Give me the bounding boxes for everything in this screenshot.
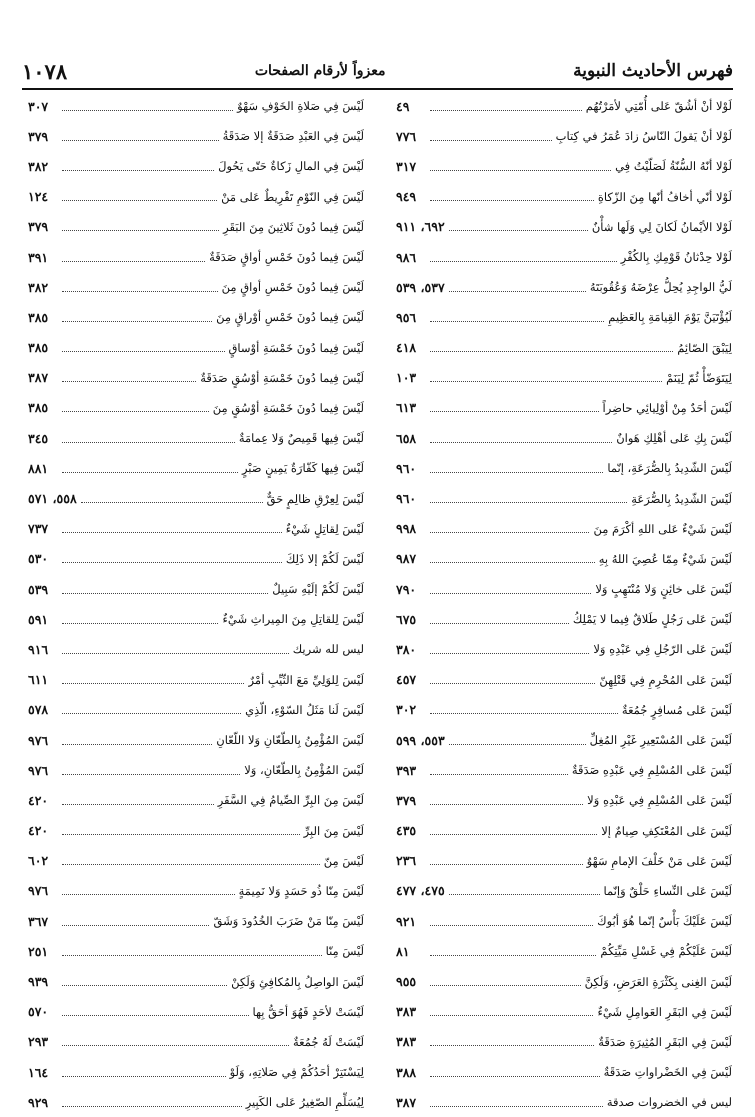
index-entry (28, 182, 364, 212)
hadith-text: لَيْسَ بِكِ عَلى أهْلِكِ هَوانٌ (616, 431, 732, 446)
dot-leader (430, 532, 589, 533)
page-reference: ٤٧٥، ٤٧٧ (396, 883, 445, 899)
index-entry (396, 121, 732, 151)
dot-leader (62, 442, 235, 443)
page-reference: ٣٨٥ (28, 309, 49, 325)
index-entry (396, 212, 732, 242)
page-reference: ٣٨٥ (28, 400, 49, 416)
hadith-text: لَيْسَ مِنَ البِرِّ الصِّيامُ فِي السَّفَرِ (217, 793, 364, 808)
hadith-text: لَيْسَ فِيها قَمِيصٌ وَلا عِمامَةٌ (238, 431, 364, 446)
page-reference: ٨٨١ (28, 460, 49, 476)
dot-leader (62, 230, 219, 231)
hadith-text: لَيْسَ عَلى المُسْلِمِ فِي عَبْدِهِ وَلا (587, 793, 732, 808)
dot-leader (62, 925, 209, 926)
dot-leader (62, 381, 196, 382)
index-entry (28, 1027, 364, 1057)
hadith-text: لَيْسَ مِنَ البِرِّ (303, 823, 364, 838)
index-entry (28, 272, 364, 302)
dot-leader (62, 1106, 242, 1107)
index-entry (396, 876, 732, 906)
page-reference: ٥٥٣، ٥٩٩ (396, 732, 445, 748)
dot-leader (430, 925, 593, 926)
dot-leader (449, 894, 600, 895)
dot-leader (62, 291, 218, 292)
hadith-text: لَيْسَ الغِنى بِكَثْرَةِ العَرَضِ، وَلَكِنَّ (584, 974, 732, 989)
dot-leader (430, 985, 581, 986)
dot-leader (62, 894, 235, 895)
hadith-text: لَيْسَ لَكُمْ إلا ذَلِكَ (285, 551, 364, 566)
page-reference: ٧٩٠ (396, 581, 417, 597)
page-reference: ٥٧٠ (28, 1004, 49, 1020)
index-entry (396, 846, 732, 876)
dot-leader (62, 864, 320, 865)
page-reference: ٩٣٩ (28, 974, 49, 990)
index-entry (396, 966, 732, 996)
index-entry (28, 483, 364, 513)
index-entry (396, 272, 732, 302)
page-reference: ٣٩١ (28, 249, 49, 265)
index-entry (396, 423, 732, 453)
dot-leader (430, 623, 569, 624)
hadith-text: لَيْسَ عَلى المُسْتَعِيرِ غَيْرِ المُغِلِّ (589, 733, 732, 748)
dot-leader (430, 683, 595, 684)
dot-leader (430, 472, 603, 473)
dot-leader (430, 351, 673, 352)
hadith-text: لَيْسَ عَلى المُعْتَكِفِ صِيامٌ إلا (601, 823, 732, 838)
index-entry (396, 514, 732, 544)
dot-leader (62, 411, 209, 412)
page-reference: ٩٦٠ (396, 460, 417, 476)
index-entry (28, 604, 364, 634)
dot-leader (62, 170, 214, 171)
index-entry (28, 997, 364, 1027)
index-entry (396, 997, 732, 1027)
hadith-text: لَيْسَ فِيما دُونَ خَمْسَةِ أوْسُقٍ صَدَقَةٌ (200, 370, 364, 385)
hadith-text: لَوْلا أنْ أشُقّ عَلى أُمّتِي لأمَرْتُهُم (585, 99, 732, 114)
hadith-text: لَيْسَ لِلقاتِلِ مِنَ المِيراثِ شَيْءٌ (222, 612, 364, 627)
hadith-text: لَيْسَ الواصِلُ بِالمُكافِئِ وَلَكِنْ (231, 974, 364, 989)
index-entry (28, 634, 364, 664)
hadith-text: ليس في الخضروات صدقة (606, 1095, 732, 1110)
dot-leader (430, 261, 617, 262)
hadith-text: لَيْسَ شَيْءٌ عَلى اللهِ أكْرَمَ مِنَ (593, 521, 732, 536)
dot-leader (62, 774, 240, 775)
hadith-text: لَيْسَ فِي البَقَرِ العَوامِلِ شَيْءٌ (597, 1004, 732, 1019)
index-entry (396, 755, 732, 785)
dot-leader (430, 955, 596, 956)
hadith-text: لِيَتَوَضّأْ ثُمّ لِيَنَمْ (666, 370, 732, 385)
index-entry (396, 393, 732, 423)
page-reference: ٩٤٩ (396, 189, 417, 205)
hadith-text: لَيْسَ مِنّا مَنْ ضَرَبَ الخُدُودَ وَشَقّ (213, 914, 364, 929)
dot-leader (62, 351, 225, 352)
hadith-text: لَيْسَ أحَدٌ مِنْ أوْلِيائِي حاضِراً (602, 400, 732, 415)
page-reference: ٤٢٠ (28, 823, 49, 839)
hadith-text: لَيْسَ شَيْءٌ مِمّا عُصِيَ اللهُ بِهِ (598, 551, 732, 566)
page-reference: ٣٩٣ (396, 762, 417, 778)
page-reference: ٩٢٩ (28, 1094, 49, 1110)
dot-leader (430, 1015, 593, 1016)
hadith-text: لَيْسَتْ لَهُ جُمُعَةٌ (293, 1034, 364, 1049)
hadith-text: لَيْسَ المُؤْمِنُ بِالطّعّانِ، وَلا (244, 763, 364, 778)
hadith-text: لَيْسَ عَلَيْكَ بَأْسٌ إنّما هُوَ أبُوكَ (597, 914, 732, 929)
page-reference: ٩٥٥ (396, 974, 417, 990)
dot-leader (62, 140, 219, 141)
index-entry (396, 936, 732, 966)
hadith-text: لَيُّ الواجِدِ يُحِلُّ عِرْضَهُ وَعُقُوبَتَهُ (589, 280, 732, 295)
page-reference: ٣٨٧ (396, 1094, 417, 1110)
dot-leader (449, 230, 588, 231)
index-entry (396, 816, 732, 846)
page-reference: ٢٩٣ (28, 1034, 49, 1050)
index-entry (396, 1087, 732, 1117)
dot-leader (62, 834, 300, 835)
page-header (22, 56, 733, 86)
dot-leader (62, 744, 212, 745)
hadith-text: لَيْسَتْ لأحَدٍ فَهُوَ أحَقُّ بِها (252, 1004, 364, 1019)
hadith-text: لَيْسَ فِي الخَضْراواتِ صَدَقَةٌ (603, 1065, 732, 1080)
hadith-text: لَيْسَ الشّدِيدُ بِالصُّرَعَةِ، إنّما (607, 461, 732, 476)
page-reference: ٣٧٩ (396, 792, 417, 808)
hadith-text: لَيْسَ عَلَيْكُمْ فِي غَسْلِ مَيِّتِكُمْ (600, 944, 732, 959)
page-reference: ٤٥٧ (396, 672, 417, 688)
page-reference: ٦١٣ (396, 400, 417, 416)
dot-leader (430, 502, 627, 503)
dot-leader (62, 110, 233, 111)
hadith-text: لَيْسَ فِي المالِ زَكاةٌ حَتّى يَحُولَ (218, 159, 364, 174)
dot-leader (62, 200, 217, 201)
page-reference: ٦٩٢، ٩١١ (396, 219, 445, 235)
hadith-text: لَيْسَ عَلى الرّجُلِ فِي عَبْدِهِ وَلا (593, 642, 732, 657)
dot-leader (430, 804, 583, 805)
hadith-text: لَيْسَ المُؤْمِنُ بِالطّعّانِ وَلا اللّعّانِ (216, 733, 364, 748)
hadith-text: لَيْسَ فِيما دُونَ ثَلاثِينَ مِنَ البَقَرِ (223, 219, 364, 234)
dot-leader (430, 381, 662, 382)
index-entry (28, 846, 364, 876)
hadith-text: لَيْسَ مِنّا (325, 944, 364, 959)
hadith-text: لَيْسَ عَلى مُسافِرٍ جُمُعَةٌ (621, 702, 732, 717)
dot-leader (430, 593, 591, 594)
index-entry (396, 665, 732, 695)
dot-leader (62, 321, 212, 322)
dot-leader (430, 1106, 603, 1107)
page-reference: ٢٥١ (28, 943, 49, 959)
hadith-text: لَيْسَ فِيها كَفّارَةٌ يَمِينٍ صَبْرٍ (241, 461, 364, 476)
index-entry (396, 363, 732, 393)
index-entry (28, 695, 364, 725)
dot-leader (430, 562, 595, 563)
index-entry (28, 151, 364, 181)
index-entry (396, 182, 732, 212)
page-reference: ٦١١ (28, 672, 49, 688)
page-reference: ٩٥٦ (396, 309, 417, 325)
dot-leader (81, 502, 263, 503)
index-entry (28, 906, 364, 936)
index-entry (28, 816, 364, 846)
page-reference: ٧٣٧ (28, 521, 49, 537)
dot-leader (430, 1076, 600, 1077)
hadith-text: لَيْسَ فِيما دُونَ خَمْسَةِ أوْسُقٍ مِنَ (212, 400, 364, 415)
dot-leader (430, 170, 611, 171)
hadith-text: ليس لله شريك (292, 642, 364, 657)
page-reference: ٣٨٢ (28, 279, 49, 295)
dot-leader (430, 774, 568, 775)
index-column-left (28, 91, 364, 1117)
hadith-text: لِيَسْتَتِرْ أحَدُكُمْ فِي صَلاتِهِ، وَلَوْ (229, 1065, 364, 1080)
page-reference: ٣٨٢ (28, 158, 49, 174)
index-entry (28, 574, 364, 604)
index-entry (28, 966, 364, 996)
index-entry (396, 242, 732, 272)
page-reference: ٤٩ (396, 98, 410, 114)
page-reference: ٣٤٥ (28, 430, 49, 446)
page-reference: ٩٢١ (396, 913, 417, 929)
hadith-text: لَيْسَ فِيما دُونَ خَمْسَةِ أوْساقٍ (228, 340, 364, 355)
hadith-text: لِيَبْقَ الصّائِمُ (677, 340, 732, 355)
page-reference: ٩٩٨ (396, 521, 417, 537)
index-entry (396, 91, 732, 121)
dot-leader (430, 834, 597, 835)
index-entry (28, 665, 364, 695)
page-reference: ٣٠٢ (396, 702, 417, 718)
dot-leader (62, 1015, 249, 1016)
page-reference: ٩٦٠ (396, 491, 417, 507)
dot-leader (430, 653, 589, 654)
index-entry (396, 634, 732, 664)
page-reference: ٦٧٥ (396, 611, 417, 627)
page-reference: ٢٣٦ (396, 853, 417, 869)
index-entry (396, 785, 732, 815)
dot-leader (62, 683, 244, 684)
page-reference: ٥٣٧، ٥٣٩ (396, 279, 445, 295)
hadith-text: لَيْسَ لَنا مَثَلُ السّوْءِ، الّذِي (245, 702, 364, 717)
dot-leader (430, 713, 618, 714)
dot-leader (62, 472, 238, 473)
dot-leader (430, 1045, 594, 1046)
page-reference: ٩٧٦ (28, 883, 49, 899)
dot-leader (449, 744, 586, 745)
page-number: ١٠٧٨ (22, 58, 68, 84)
hadith-text: لَيْسَ عَلى النِّساءِ حَلْقٌ وَإنّما (603, 883, 732, 898)
hadith-text: لَيْسَ مِنّ (323, 853, 364, 868)
page-reference: ٦٥٨ (396, 430, 417, 446)
page-reference: ١٢٤ (28, 189, 49, 205)
index-entry (28, 333, 364, 363)
dot-leader (430, 200, 594, 201)
hadith-text: لَيْسَ مِنّا ذُو حَسَدٍ وَلا نَمِيمَةٍ (238, 883, 364, 898)
hadith-text: لَيْسَ فِي العَبْدِ صَدَقَةٌ إلا صَدَقَةُ (222, 129, 364, 144)
dot-leader (62, 985, 227, 986)
page-reference: ٥٣٩ (28, 581, 49, 597)
page-reference: ٩٨٦ (396, 249, 417, 265)
page-reference: ١٦٤ (28, 1064, 49, 1080)
page-reference: ٣١٧ (396, 158, 417, 174)
hadith-text: لَيْسَ عَلى المُحْرِمِ فِي قَتْلِهِنّ (599, 672, 732, 687)
hadith-text: لَوْلا أنْ يَقولَ النّاسُ زادَ عُمَرُ في كِتابِ (555, 129, 732, 144)
dot-leader (430, 140, 552, 141)
hadith-text: لَيْسَ فِيما دُونَ خَمْسِ أوْراقٍ مِنَ (216, 310, 364, 325)
index-entry (396, 151, 732, 181)
page-reference: ٩١٦ (28, 641, 49, 657)
page-reference: ٨١ (396, 943, 410, 959)
dot-leader (62, 804, 214, 805)
page-reference: ٣٨٥ (28, 340, 49, 356)
page-reference: ٩٨٧ (396, 551, 417, 567)
index-entry (396, 302, 732, 332)
index-entry (396, 1057, 732, 1087)
page-reference: ٣٨٠ (396, 641, 417, 657)
hadith-text: لِيُسَلِّمِ الصّغِيرُ عَلى الكَبِيرِ (245, 1095, 364, 1110)
page-reference: ٣٨٧ (28, 370, 49, 386)
hadith-text: لَيْسَ لَكُمْ إلَيْهِ سَبِيلٌ (272, 582, 364, 597)
page-reference: ٩٧٦ (28, 762, 49, 778)
header-rule (22, 88, 733, 90)
page-reference: ٥٧٨ (28, 702, 49, 718)
index-entry (28, 785, 364, 815)
index-entry (28, 91, 364, 121)
index-entry (28, 121, 364, 151)
page-reference: ٤١٨ (396, 340, 417, 356)
hadith-text: لَيْسَ الشّدِيدُ بِالصُّرَعَةِ (631, 491, 732, 506)
dot-leader (62, 955, 322, 956)
index-entry (28, 423, 364, 453)
page-reference: ٤٢٠ (28, 792, 49, 808)
dot-leader (430, 411, 599, 412)
index-subtitle: معزواً لأرقام الصفحات (254, 63, 386, 79)
index-entry (28, 1087, 364, 1117)
dot-leader (430, 110, 582, 111)
index-entry (396, 725, 732, 755)
page-reference: ٣٠٧ (28, 98, 49, 114)
page-reference: ٣٨٣ (396, 1004, 417, 1020)
page-reference: ٥٥٨، ٥٧١ (28, 491, 77, 507)
dot-leader (62, 623, 218, 624)
index-entry (396, 483, 732, 513)
dot-leader (62, 653, 289, 654)
index-entry (396, 453, 732, 483)
hadith-text: لَيْسَ لِعِرْقِ ظالِمٍ حَقٌّ (266, 491, 364, 506)
dot-leader (62, 532, 282, 533)
index-entry (28, 544, 364, 574)
index-title: فهرس الأحاديث النبوية (573, 61, 733, 81)
dot-leader (430, 442, 612, 443)
hadith-text: لَيْسَ لِقاتِلٍ شَيْءٌ (285, 521, 364, 536)
page-reference: ٣٧٩ (28, 219, 49, 235)
page-reference: ٣٨٨ (396, 1064, 417, 1080)
dot-leader (62, 713, 241, 714)
hadith-text: لَوْلا أنّي أخافُ أنّها مِنَ الزّكاةِ (597, 189, 732, 204)
page-reference: ٣٨٣ (396, 1034, 417, 1050)
page-reference: ٧٧٦ (396, 128, 417, 144)
hadith-text: لَوْلا الأيْمانُ لَكانَ لِي وَلَها شأْنٌ (591, 219, 732, 234)
hadith-text: لَيْسَ فِي النّوْمِ تَفْرِيطٌ عَلى مَنْ (221, 189, 364, 204)
hadith-text: لَيْسَ فِيما دُونَ خَمْسِ أواقٍ مِنَ (221, 280, 364, 295)
hadith-text: لَيْسَ فِي صَلاةِ الخَوْفِ سَهْوٌ (237, 99, 364, 114)
hadith-text: لَيْسَ عَلى المُسْلِمِ فِي عَبْدِهِ صَدَقَةٌ (571, 763, 732, 778)
index-entry (28, 514, 364, 544)
index-entry (28, 453, 364, 483)
dot-leader (62, 1045, 289, 1046)
hadith-text: لَيُؤْتَيَنَّ يَوْمَ القِيامَةِ بِالعَظِيمِ (608, 310, 732, 325)
page-reference: ٣٧٩ (28, 128, 49, 144)
page-reference: ١٠٣ (396, 370, 417, 386)
dot-leader (430, 321, 604, 322)
index-entry (28, 302, 364, 332)
dot-leader (449, 291, 586, 292)
dot-leader (430, 864, 583, 865)
index-entry (28, 755, 364, 785)
index-entry (28, 363, 364, 393)
index-entry (396, 1027, 732, 1057)
hadith-text: لَيْسَ عَلى خائِنٍ وَلا مُنْتَهِبٍ وَلا (595, 582, 732, 597)
dot-leader (62, 593, 268, 594)
index-entry (28, 393, 364, 423)
index-entry (28, 876, 364, 906)
index-entry (396, 333, 732, 363)
hadith-text: لَيْسَ لِلوَلِيِّ مَعَ الثّيِّبِ أمْرٌ (248, 672, 364, 687)
index-entry (28, 1057, 364, 1087)
index-entry (396, 604, 732, 634)
index-entry (396, 574, 732, 604)
hadith-text: لَيْسَ عَلى رَجُلٍ طَلاقٌ فِيما لا يَمْلِكُ (572, 612, 732, 627)
index-entry (28, 212, 364, 242)
page-reference: ٣٦٧ (28, 913, 49, 929)
index-entry (396, 906, 732, 936)
page-reference: ٥٣٠ (28, 551, 49, 567)
hadith-text: لَيْسَ فِي البَقَرِ المُثِيرَةِ صَدَقَةٌ (598, 1034, 732, 1049)
hadith-text: لَيْسَ فِيما دُونَ خَمْسِ أواقٍ صَدَقَةٌ (209, 250, 364, 265)
index-entry (28, 936, 364, 966)
page-reference: ٩٧٦ (28, 732, 49, 748)
index-entry (28, 242, 364, 272)
index-column-right (396, 91, 732, 1117)
dot-leader (62, 261, 205, 262)
page-reference: ٦٠٢ (28, 853, 49, 869)
page-reference: ٤٣٥ (396, 823, 417, 839)
page-reference: ٥٩١ (28, 611, 49, 627)
index-entry (396, 695, 732, 725)
index-entry (396, 544, 732, 574)
hadith-text: لَوْلا حِدْثانُ قَوْمِكِ بِالكُفْرِ (620, 250, 732, 265)
hadith-text: لَوْلا أنّهُ السُّنّةُ لَصَلّيْتُ فِي (615, 159, 732, 174)
dot-leader (62, 1076, 226, 1077)
index-entry (28, 725, 364, 755)
dot-leader (62, 562, 282, 563)
hadith-text: لَيْسَ عَلى مَنْ خَلْفَ الإمامِ سَهْوٌ (586, 853, 732, 868)
